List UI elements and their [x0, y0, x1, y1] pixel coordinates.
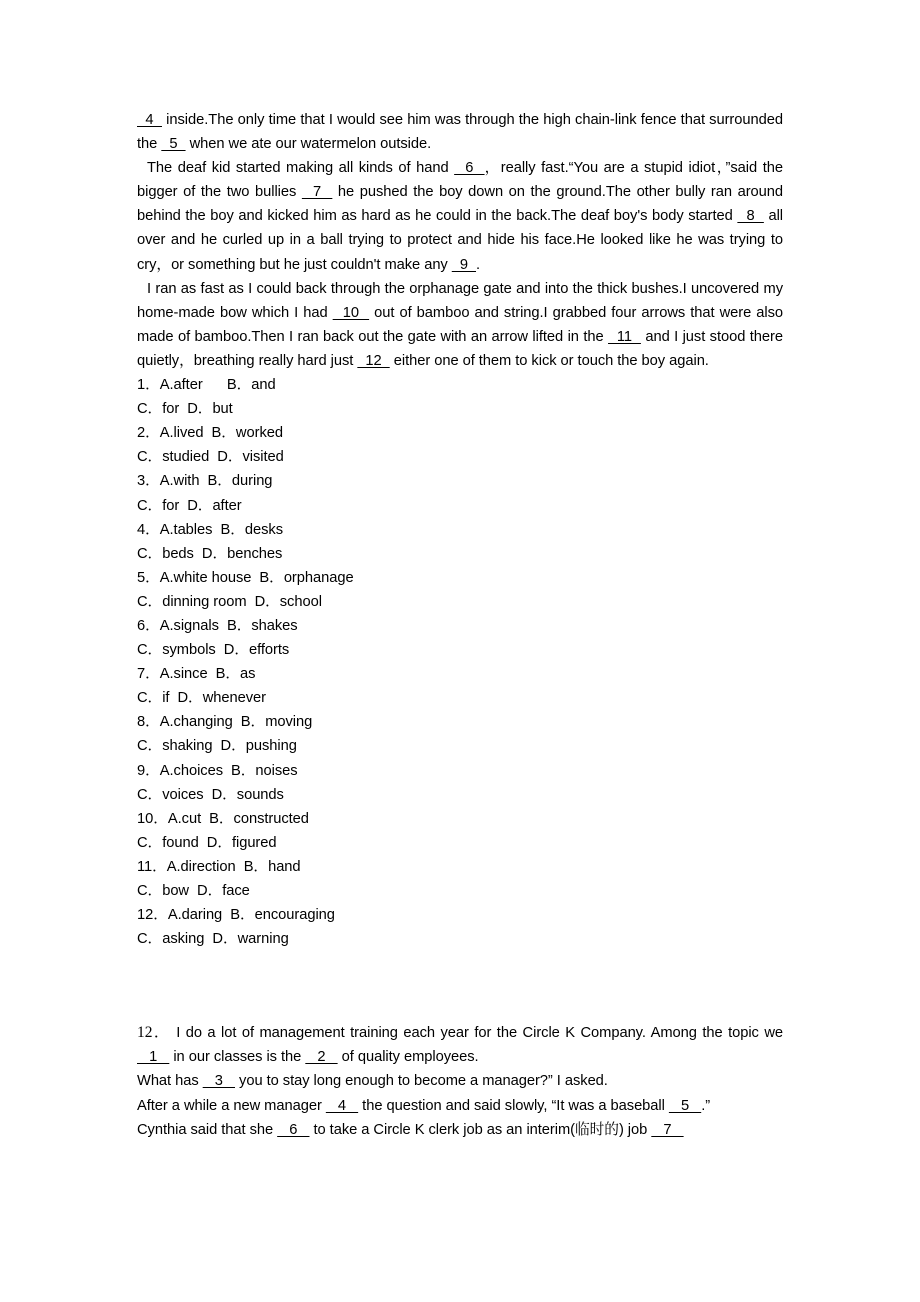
option-line[interactable]: 8．A.changing B．moving: [137, 714, 313, 731]
answer-blank[interactable]: 5: [668, 1097, 702, 1114]
passage-two-paragraph: [137, 1021, 783, 1069]
answer-blank[interactable]: 5: [161, 136, 186, 153]
options-list: [137, 373, 783, 951]
answer-blank[interactable]: 6: [454, 160, 485, 177]
option-line[interactable]: 3．A.with B．during: [137, 473, 273, 490]
answer-blank[interactable]: 4: [325, 1097, 359, 1114]
passage-one: [137, 108, 783, 373]
text-run: I do a lot of management training each year for the Circle K Company. Among the topic we: [170, 1025, 783, 1042]
text-run: all over and he curled up in a ball trying to protect and hide his face.He looked like he was trying to cry，or something but he just couldn't make any: [137, 208, 783, 273]
text-run: Cynthia said that she: [137, 1121, 278, 1138]
answer-blank[interactable]: 7: [651, 1121, 684, 1138]
text-run: you to stay long enough to become a manager?” I asked.: [235, 1073, 608, 1090]
answer-blank[interactable]: 9: [451, 256, 477, 273]
passage-two-paragraph: [137, 1094, 783, 1118]
text-run: in our classes is the: [169, 1049, 306, 1066]
text-run: he pushed the boy down on the ground.The other bully ran around behind the boy and kicked him as hard as he could in the back.The deaf boy's body started: [137, 184, 784, 225]
answer-blank[interactable]: 10: [332, 304, 370, 321]
passage-two: [137, 1021, 783, 1141]
option-line[interactable]: C．bow D．face: [137, 883, 250, 899]
text-run: inside.The only time that I would see him was through the high chain-link fence that surrounded the: [137, 112, 783, 153]
option-line[interactable]: C．for D．after: [137, 497, 242, 514]
text-run: the question and said slowly, “It was a baseball: [358, 1097, 669, 1114]
passage-paragraph: [137, 277, 783, 373]
text-run: of quality employees.: [337, 1049, 479, 1066]
option-line[interactable]: C．for D．but: [137, 401, 233, 418]
option-line[interactable]: C．shaking D．pushing: [137, 738, 297, 755]
text-run: either one of them to kick or touch the boy again.: [389, 352, 709, 369]
option-line[interactable]: 4．A.tables B．desks: [137, 521, 283, 538]
option-line[interactable]: C．studied D．visited: [137, 449, 284, 466]
answer-blank[interactable]: 4: [137, 112, 162, 128]
option-line[interactable]: 12．A.daring B．encouraging: [137, 907, 335, 924]
option-line[interactable]: 11．A.direction B．hand: [137, 858, 301, 875]
answer-blank[interactable]: 3: [202, 1073, 235, 1090]
option-line[interactable]: 10．A.cut B．constructed: [137, 810, 309, 827]
text-run: ，really fast.“You are a stupid idiot，”said the bigger of the two bullies: [137, 160, 783, 201]
answer-blank[interactable]: 12: [357, 352, 390, 369]
option-line[interactable]: 9．A.choices B．noises: [137, 762, 298, 779]
answer-blank[interactable]: 6: [277, 1121, 310, 1138]
option-line[interactable]: C．asking D．warning: [137, 931, 289, 948]
answer-blank[interactable]: 1: [137, 1049, 170, 1066]
text-run: The deaf kid started making all kinds of hand: [147, 160, 455, 177]
text-run: .”: [701, 1097, 711, 1114]
option-line[interactable]: C．voices D．sounds: [137, 786, 284, 803]
option-line[interactable]: 5．A.white house B．orphanage: [137, 569, 354, 586]
passage-paragraph: [137, 156, 783, 276]
answer-blank[interactable]: 11: [608, 328, 641, 345]
passage-paragraph: [137, 108, 783, 156]
text-run: What has: [137, 1073, 203, 1090]
text-run: and I just stood there quietly，breathing really hard just: [137, 328, 784, 369]
answer-blank[interactable]: 8: [737, 208, 764, 225]
section-spacer: [137, 951, 783, 1021]
option-line[interactable]: C．symbols D．efforts: [137, 642, 290, 659]
option-line[interactable]: C．if D．whenever: [137, 690, 266, 707]
option-line[interactable]: 6．A.signals B．shakes: [137, 617, 298, 634]
passage-two-paragraph: [137, 1069, 783, 1093]
option-line[interactable]: 2．A.lived B．worked: [137, 425, 283, 442]
text-run: out of bamboo and string.I grabbed four arrows that were also made of bamboo.Then I ran back out the gate with an arrow lifted in the: [137, 304, 783, 345]
text-run: to take a Circle K clerk job as an interim(: [309, 1121, 576, 1138]
option-line[interactable]: 1．A.after B．and: [137, 377, 276, 394]
gloss-text: 临时的: [575, 1120, 619, 1138]
question-number: 12．: [137, 1024, 171, 1042]
text-run: After a while a new manager: [137, 1097, 326, 1114]
option-line[interactable]: C．dinning room D．school: [137, 593, 322, 610]
option-line[interactable]: C．beds D．benches: [137, 545, 283, 562]
text-run: when we ate our watermelon outside.: [185, 136, 432, 153]
passage-two-paragraph: [137, 1118, 783, 1142]
answer-blank[interactable]: 2: [305, 1049, 338, 1066]
option-line[interactable]: C．found D．figured: [137, 834, 277, 851]
answer-blank[interactable]: 7: [301, 184, 333, 201]
text-run: .: [476, 256, 481, 273]
document-content: [137, 108, 783, 1142]
option-line[interactable]: 7．A.since B．as: [137, 666, 256, 683]
text-run: I ran as fast as I could back through the orphanage gate and into the thick bushes.I uncovered my home-made bow which I had: [137, 280, 783, 321]
text-run: ) job: [618, 1121, 652, 1138]
